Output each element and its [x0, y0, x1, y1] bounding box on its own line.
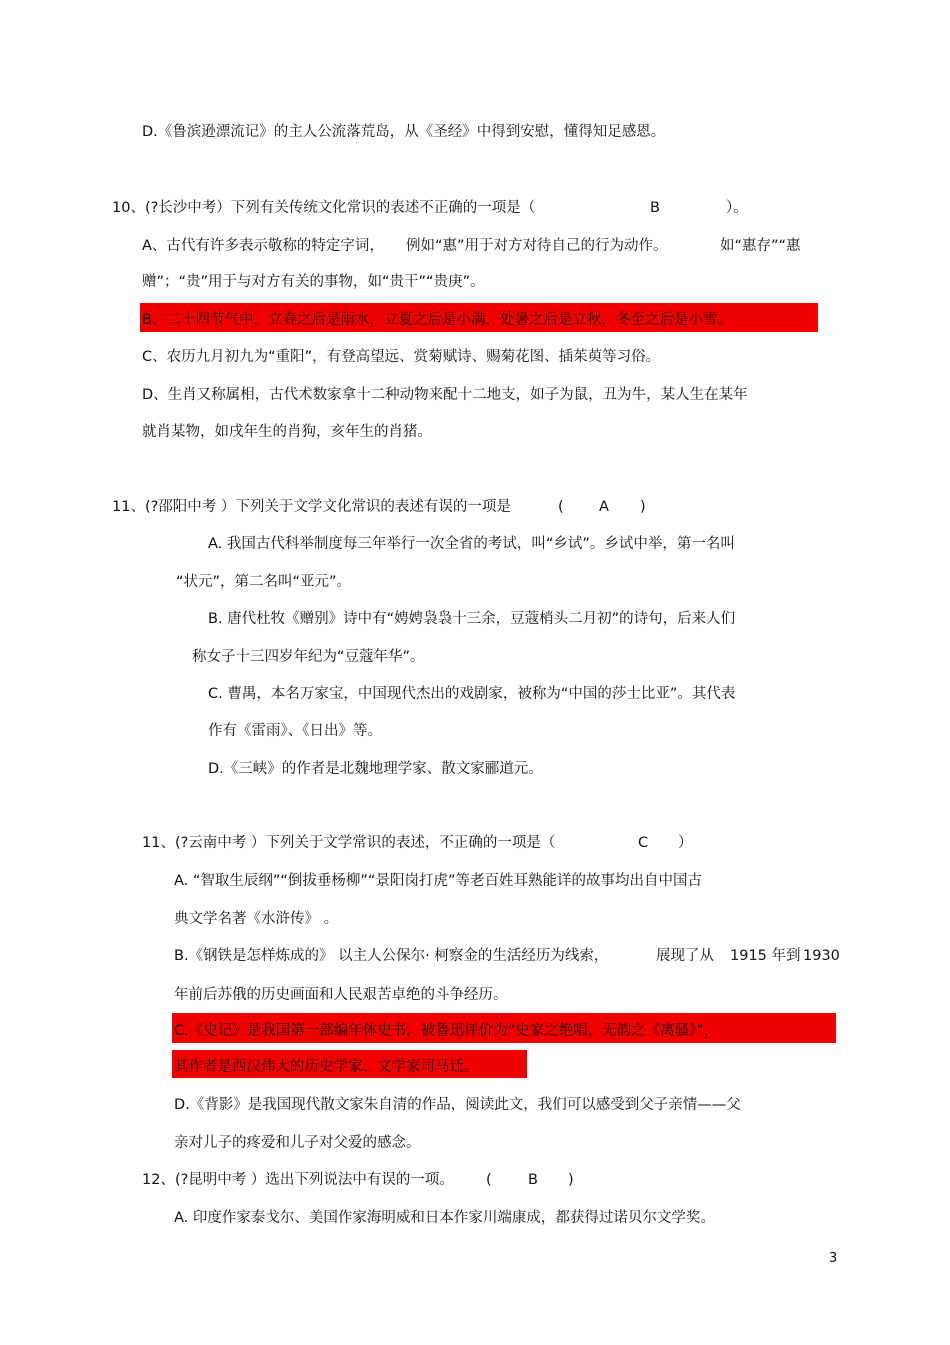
q11b-option-d-line2: 亲对儿子的疼爱和儿子对父爱的感念。	[174, 1135, 421, 1151]
q11b-option-b-line1c: 1915 年到	[730, 948, 801, 964]
q12-paren-open: (	[486, 1172, 492, 1188]
q10-option-a-line1a: A、古代有许多表示敬称的特定字词，	[142, 238, 384, 254]
q11b-stem: 11、(?云南中考 ）下列关于文学常识的表述，不正确的一项是（	[142, 835, 556, 851]
q11b-option-b-line1b: 展现了从	[656, 948, 714, 964]
q10-answer: B	[650, 200, 660, 216]
q11a-paren-close: )	[640, 499, 646, 515]
q10-option-a-line1c: 如“惠存”“惠	[720, 238, 801, 254]
q11b-option-a-line2: 典文学名著《水浒传》 。	[174, 911, 339, 927]
q11b-option-d-line1: D.《背影》是我国现代散文家朱自清的作品，阅读此文，我们可以感受到父子亲情——父	[174, 1097, 741, 1113]
q11a-option-a-line1: A. 我国古代科举制度每三年举行一次全省的考试，叫“乡试”。乡试中举，第一名叫	[208, 536, 735, 552]
q10-stem: 10、(?长沙中考）下列有关传统文化常识的表述不正确的一项是（	[112, 200, 536, 216]
q10-option-d-line2: 就肖某物，如戌年生的肖狗，亥年生的肖猪。	[142, 424, 432, 440]
q11a-paren-open: (	[558, 499, 564, 515]
q11b-option-c-line1: C.《史记》是我国第一部编年体史书，被鲁迅评价为“史家之绝唱，无韵之《离骚》”，	[174, 1023, 719, 1039]
q12-option-a: A. 印度作家泰戈尔、美国作家海明威和日本作家川端康成，都获得过诺贝尔文学奖。	[174, 1210, 715, 1226]
q11a-option-c-line2: 作有《雷雨》、《日出》等。	[208, 723, 382, 739]
q11a-option-a-line2: “状元”，第二名叫“亚元”。	[176, 574, 352, 590]
q11b-option-c-line2: 其作者是西汉伟大的历史学家、文学家司马迁。	[174, 1059, 479, 1075]
q12-stem: 12、(?昆明中考 ）选出下列说法中有误的一项。	[142, 1172, 454, 1188]
q10-option-a-line2: 赠”；“贵”用于与对方有关的事物，如“贵干”“贵庚”。	[142, 274, 485, 290]
q10-option-b: B、二十四节气中，立春之后是雨水，立夏之后是小满，处暑之后是立秋，冬至之后是小雪。	[142, 312, 732, 328]
q11b-option-b-line1d: 1930	[803, 948, 840, 964]
q11b-option-b-line2: 年前后苏俄的历史画面和人民艰苦卓绝的斗争经历。	[174, 987, 508, 1003]
q10-close: ）。	[726, 200, 748, 216]
q10-option-d-line1: D、生肖又称属相，古代术数家拿十二种动物来配十二地支，如子为鼠，丑为牛，某人生在某年	[142, 387, 748, 403]
q10-option-c: C、农历九月初九为“重阳”，有登高望远、赏菊赋诗、赐菊花图、插茱萸等习俗。	[142, 349, 661, 365]
q11b-close: ）	[678, 835, 693, 851]
q11a-option-d: D.《三峡》的作者是北魏地理学家、散文家郦道元。	[208, 761, 543, 777]
q11b-option-a-line1: A. “智取生辰纲”“倒拔垂杨柳”“景阳岗打虎”等老百姓耳熟能详的故事均出自中国古	[174, 873, 702, 889]
q11a-option-b-line2: 称女子十三四岁年纪为“豆蔻年华”。	[192, 649, 425, 665]
q11a-stem: 11、(?邵阳中考 ）下列关于文学文化常识的表述有误的一项是	[112, 499, 511, 515]
q10-option-a-line1b: 例如“惠”用于对方对待自己的行为动作。	[406, 238, 668, 254]
q12-answer: B	[528, 1172, 538, 1188]
q11a-answer: A	[599, 499, 609, 515]
q11b-option-b-line1a: B.《钢铁是怎样炼成的》 以主人公保尔· 柯察金的生活经历为线索，	[174, 948, 609, 964]
q12-paren-close: )	[568, 1172, 574, 1188]
q11a-option-c-line1: C. 曹禺，本名万家宝，中国现代杰出的戏剧家，被称为“中国的莎士比亚”。其代表	[208, 686, 736, 702]
q11b-answer: C	[638, 835, 649, 851]
q9-option-d: D.《鲁滨逊漂流记》的主人公流落荒岛，从《圣经》中得到安慰，懂得知足感恩。	[142, 124, 666, 140]
q11a-option-b-line1: B. 唐代杜牧《赠别》诗中有“娉娉袅袅十三余，豆蔻梢头二月初”的诗句，后来人们	[208, 611, 736, 627]
page-number: 3	[829, 1251, 838, 1266]
